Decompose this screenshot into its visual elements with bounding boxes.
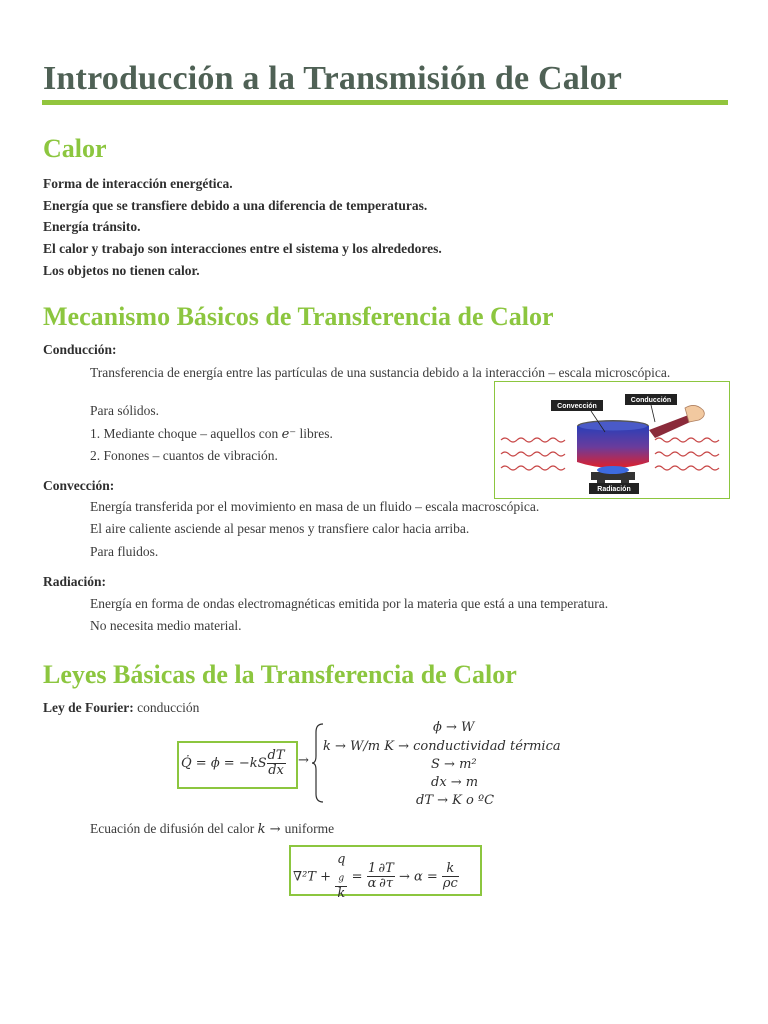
calor-line: Los objetos no tienen calor. [43, 262, 200, 278]
fraction-numerator: k [442, 862, 459, 877]
difusion-text: Ecuación de difusión del calor [90, 821, 258, 836]
page-title: Introducción a la Transmisión de Calor [43, 60, 623, 97]
conveccion-line: Para fluidos. [90, 544, 159, 559]
diffusion-equation [293, 853, 459, 901]
fraction-denominator: α [367, 876, 377, 892]
electron-symbol: e⁻ [281, 427, 297, 442]
conduccion-item-2: 2. Fonones – cuantos de vibración. [90, 448, 278, 463]
equation-term: → α = [394, 869, 442, 885]
conduccion-solidos: Para sólidos. [90, 403, 159, 418]
radiacion-line: Energía en forma de ondas electromagnéticas emitida por la materia que está a una temperatura. [90, 596, 609, 611]
calor-definitions [43, 173, 442, 281]
fraction-denominator: k [337, 885, 346, 901]
calor-line: El calor y trabajo son interacciones entre el sistema y los alrededores. [43, 241, 442, 257]
diffusion-equation-box [289, 845, 482, 901]
qg-symbol: q [337, 852, 346, 867]
unit-S: S → m² [431, 757, 477, 772]
conduccion-item-1 [90, 426, 333, 442]
fraction-qg-k [335, 853, 347, 901]
unit-dx: dx → m [431, 775, 479, 790]
section-heading-calor: Calor [43, 134, 107, 163]
title-underline [42, 100, 728, 105]
figure-label-conduccion: Conducción [630, 397, 672, 404]
pot-on-stove-illustration [495, 382, 729, 498]
fraction-numerator [335, 853, 347, 887]
difusion-symbol: k → [257, 822, 285, 837]
conveccion-label: Convección: [43, 478, 115, 493]
fraction-numerator: dT [267, 748, 285, 763]
equation-term: Q̇ = ϕ = −kS [181, 756, 267, 771]
fourier-line [43, 700, 199, 716]
fourier-description: conducción [133, 700, 200, 715]
conveccion-line: Energía transferida por el movimiento en masa de un fluido – escala macroscópica. [90, 499, 540, 514]
qg-subscript: g [338, 873, 345, 884]
radiacion-label: Radiación: [43, 574, 107, 589]
fraction-dT-dx [267, 749, 286, 778]
section-heading-leyes: Leyes Básicas de la Transferencia de Calor [43, 660, 517, 689]
fraction-1-alpha [367, 862, 378, 891]
equation-term: = [347, 869, 367, 885]
fourier-equation [181, 749, 286, 778]
fraction-denominator: ∂τ [379, 876, 394, 892]
conduccion-label: Conducción: [43, 342, 117, 357]
item-text: 1. Mediante choque – aquellos con [90, 426, 282, 441]
unit-dT: dT → K o ºC [416, 793, 495, 808]
fraction-denominator: dx [268, 763, 284, 778]
unit-k: k → W/m K → conductividad térmica [323, 739, 561, 754]
fraction-numerator: ∂T [378, 861, 394, 877]
fraction-denominator: ρc [442, 876, 458, 892]
conveccion-line: El aire caliente asciende al pesar menos y transfiere calor hacia arriba. [90, 521, 470, 536]
radiacion-line: No necesita medio material. [90, 618, 242, 633]
item-text: libres. [296, 426, 333, 441]
figure-label-radiacion: Radiación [597, 486, 631, 493]
figure-label-conveccion: Convección [557, 403, 597, 410]
fraction-dT-dtau [377, 862, 394, 891]
hand [685, 405, 704, 422]
calor-line: Energía tránsito. [43, 219, 141, 235]
fraction-numerator: 1 [367, 861, 377, 877]
curly-brace [311, 722, 325, 804]
fourier-equation-box [177, 741, 298, 789]
conduccion-paragraph: Transferencia de energía entre las partículas de una sustancia debido a la interacción – escala microscópica. [90, 365, 671, 380]
calor-line: Forma de interacción energética. [43, 176, 233, 191]
fourier-label: Ley de Fourier: [43, 700, 134, 715]
difusion-text: uniforme [284, 821, 335, 836]
equation-term: ∇²T + [293, 869, 336, 885]
difusion-line [90, 821, 334, 837]
pot-body [577, 426, 649, 468]
section-heading-mecanismos: Mecanismo Básicos de Transferencia de Calor [43, 302, 554, 331]
heat-transfer-figure [494, 381, 730, 499]
fraction-k-rhoc [442, 862, 459, 891]
fourier-arrow: → [298, 753, 309, 768]
unit-phi: ϕ → W [433, 720, 475, 735]
calor-line: Energía que se transfiere debido a una diferencia de temperaturas. [43, 197, 428, 213]
